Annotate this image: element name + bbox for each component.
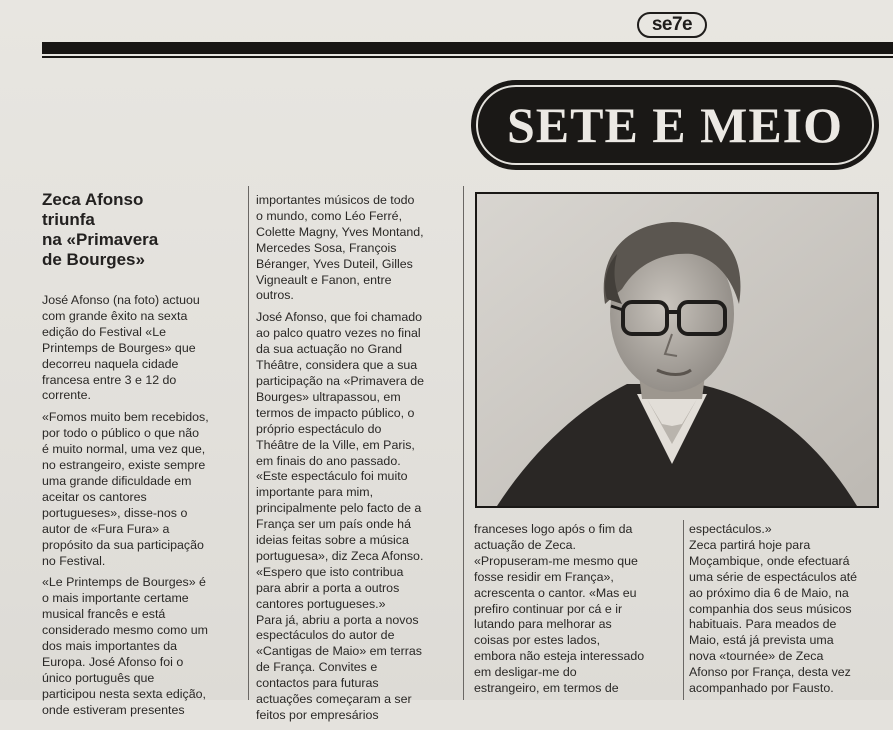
column-divider [683,520,684,700]
column-divider [463,186,464,700]
paragraph: espectáculos.» Zeca partirá hoje para Moçambique, onde efectuará uma série de espectáculos até ao próximo dia 6 de Maio, na companhia dos seus músicos habituais. Para meados de Maio, está já prevista uma nova «tournée» de Zeca Afonso por França, desta vez acompanhado por Fausto. [689,522,858,696]
paragraph: importantes músicos de todo o mundo, como Léo Ferré, Colette Magny, Yves Montand, Mercedes Sosa, François Béranger, Yves Duteil, Gilles Vigneault e Fanon, entre outros. [256,193,424,303]
article-column-2 [256,193,461,730]
section-banner [471,80,879,170]
article-column-3 [474,522,680,703]
paragraph: franceses logo após o fim da actuação de Zeca. «Propuseram-me mesmo que fosse residir em França», acrescenta o cantor. «Mas eu prefiro continuar por cá e ir lutando para melhorar as coisas por estes lados, embora não esteja interessado em desligar-me do estrangeiro, em termos de [474,522,645,696]
paragraph: José Afonso, que foi chamado ao palco quatro vezes no final da sua actuação no Grand Théâtre, considera que a sua participação na «Primavera de Bourges» ultrapassou, em termos de impacto público, o próprio espectáculo do Théâtre de la Ville, em Paris, em finais do ano passado. «Este espectáculo foi muito importante para mim, principalmente pelo facto de a França ser um país onde há ideias feitas sobre a música portuguesa», diz Zeca Afonso. «Espero que isto contribua para abrir a porta a outros cantores portugueses.» Para já, abriu a porta a novos espectáculos do autor de «Cantigas de Maio» em terras de França. Convites e contactos para futuras actuações começaram a ser feitos por empresários [256,310,425,722]
paragraph: «Fomos muito bem recebidos, por todo o público o que não é muito normal, uma vez que, no estrangeiro, existe sempre uma grande dificuldade em aceitar os cantores portugueses», disse-nos o autor de «Fura Fura» a propósito da sua participação no Festival. [42,410,209,568]
paragraph: José Afonso (na foto) actuou com grande êxito na sexta edição do Festival «Le Printemps de Bourges» que decorreu naquela cidade francesa entre 3 e 12 do corrente. [42,293,200,403]
se7e-logo: se7e [637,12,707,38]
top-rule-thin [42,56,893,58]
article-column-1 [42,293,247,725]
portrait-illustration [477,194,877,506]
article-headline: Zeca Afonso triunfa na «Primavera de Bourges» [42,190,159,269]
paragraph: «Le Printemps de Bourges» é o mais importante certame musical francês e está considerado mesmo como um dos mais importantes da Europa. José Afonso foi o único português que participou nesta sexta edição, onde estiveram presentes [42,575,208,717]
top-rule [42,42,893,54]
section-title: SETE E MEIO [476,85,874,165]
portrait-photo [475,192,879,508]
article-column-4 [689,522,889,703]
column-divider [248,186,249,700]
